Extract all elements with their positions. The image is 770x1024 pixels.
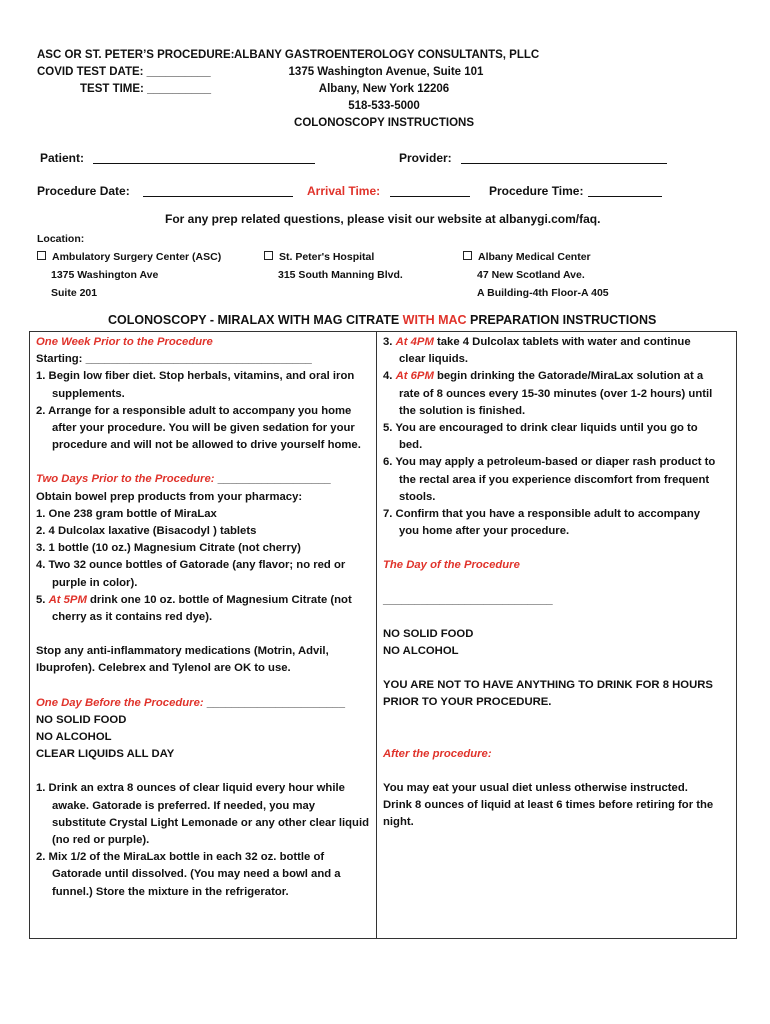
day-of-no-alcohol: NO ALCOHOL [383, 645, 459, 658]
one-day-blank: ______________________ [203, 696, 345, 709]
patient-label: Patient: [40, 151, 85, 165]
right-column [383, 334, 719, 831]
one-day-no-solid-food: NO SOLID FOOD [36, 713, 127, 726]
procedure-location-label: ASC OR ST. PETER’S PROCEDURE: [37, 49, 235, 61]
procedure-date-label: Procedure Date: [37, 184, 130, 198]
day-before-item-3 [383, 334, 719, 368]
day-before-item-4 [383, 368, 719, 420]
patient-field[interactable] [40, 151, 315, 165]
location-label: Location: [37, 233, 85, 245]
org-name: ALBANY GASTROENTEROLOGY CONSULTANTS, PLLC [234, 49, 540, 61]
after-procedure-text: You may eat your usual diet unless otherwise instructed. Drink 8 ounces of liquid at least 6 times before retiring for the night. [383, 781, 714, 829]
two-days-item-3: 3. 1 bottle (10 oz.) Magnesium Citrate (not cherry) [36, 542, 301, 555]
amc-building: A Building-4th Floor-A 405 [477, 287, 609, 299]
procedure-date-line[interactable] [143, 196, 293, 197]
two-days-item-4: 4. Two 32 ounce bottles of Gatorade (any flavor; no red or purple in color). [36, 559, 346, 589]
day-of-heading: The Day of the Procedure [383, 559, 520, 572]
amc-street: 47 New Scotland Ave. [477, 269, 585, 281]
left-column [36, 334, 372, 901]
provider-field[interactable] [399, 151, 667, 165]
location-stpeters[interactable] [264, 248, 403, 284]
day-of-no-solid-food: NO SOLID FOOD [383, 627, 474, 640]
section-title-part3: PREPARATION INSTRUCTIONS [466, 313, 657, 327]
one-day-clear-liquids: CLEAR LIQUIDS ALL DAY [36, 748, 175, 761]
questions-note: For any prep related questions, please visit our website at albanygi.com/faq. [165, 212, 601, 226]
org-address-line1: 1375 Washington Avenue, Suite 101 [288, 66, 484, 78]
section-title [108, 313, 656, 327]
item-4-num: 4. [383, 370, 396, 383]
two-days-item-5 [36, 592, 372, 626]
covid-test-date-field: COVID TEST DATE: __________ [37, 66, 211, 78]
day-before-item-6: 6. You may apply a petroleum-based or diaper rash product to the rectal area if you experience discomfort from frequent stools. [383, 456, 716, 503]
two-days-item-5-text: drink one 10 oz. bottle of Magnesium Citrate (not cherry as it contains red dye). [52, 593, 352, 624]
table-divider [376, 331, 377, 939]
patient-line[interactable] [93, 163, 315, 164]
procedure-time-field[interactable] [489, 184, 662, 198]
document-title: COLONOSCOPY INSTRUCTIONS [294, 117, 474, 129]
stop-medications-note: Stop any anti-inflammatory medications (Motrin, Advil, Ibuprofen). Celebrex and Tylenol are OK to use. [36, 645, 329, 675]
item-3-text: take 4 Dulcolax tablets with water and continue clear liquids. [399, 336, 691, 366]
starting-field: Starting: ____________________________________ [36, 353, 312, 366]
day-before-item-5: 5. You are encouraged to drink clear liquids until you go to bed. [383, 422, 698, 452]
two-days-heading [36, 471, 372, 488]
one-day-heading-text: One Day Before the Procedure: [36, 696, 204, 709]
location-asc[interactable] [37, 248, 221, 302]
arrival-time-line[interactable] [390, 196, 470, 197]
procedure-date-field[interactable] [37, 184, 293, 198]
org-phone: 518-533-5000 [348, 100, 420, 112]
procedure-time-label: Procedure Time: [489, 184, 584, 198]
two-days-item-1: 1. One 238 gram bottle of MiraLax [36, 507, 217, 520]
two-days-item-2: 2. 4 Dulcolax laxative (Bisacodyl ) tablets [36, 525, 257, 538]
two-days-blank: __________________ [214, 473, 331, 486]
org-address-line2: Albany, New York 12206 [318, 83, 450, 95]
stpeters-street: 315 South Manning Blvd. [278, 269, 403, 281]
day-of-blank: ___________________________ [383, 593, 553, 606]
week-item-2: 2. Arrange for a responsible adult to accompany you home after your procedure. You will be given sedation for your procedure and will not be allowed to drive yourself home. [36, 404, 361, 452]
one-day-item-2: 2. Mix 1/2 of the MiraLax bottle in each 32 oz. bottle of Gatorade until dissolved. (You may need a bowl and a funnel.) Store the mixture in the refrigerator. [36, 851, 341, 898]
two-days-item-5-time: At 5PM [48, 593, 87, 606]
stpeters-checkbox[interactable] [264, 251, 273, 260]
procedure-time-line[interactable] [588, 196, 662, 197]
provider-label: Provider: [399, 151, 452, 165]
two-days-intro: Obtain bowel prep products from your pharmacy: [36, 490, 303, 503]
day-of-no-drink: YOU ARE NOT TO HAVE ANYTHING TO DRINK FOR 8 HOURS PRIOR TO YOUR PROCEDURE. [383, 679, 713, 709]
asc-checkbox[interactable] [37, 251, 46, 260]
two-days-heading-text: Two Days Prior to the Procedure: [36, 473, 215, 486]
asc-suite: Suite 201 [51, 287, 98, 299]
item-4-text: begin drinking the Gatorade/MiraLax solution at a rate of 8 ounces every 15-30 minutes (over 1-2 hours) until the solution is finished. [399, 370, 713, 417]
one-day-heading [36, 695, 372, 712]
stpeters-name: St. Peter's Hospital [279, 251, 375, 263]
arrival-time-label: Arrival Time: [307, 184, 381, 198]
item-3-num: 3. [383, 336, 396, 348]
week-item-1: 1. Begin low fiber diet. Stop herbals, vitamins, and oral iron supplements. [36, 370, 355, 400]
test-time-field: TEST TIME: __________ [80, 83, 212, 95]
asc-street: 1375 Washington Ave [51, 269, 159, 281]
asc-name: Ambulatory Surgery Center (ASC) [52, 251, 222, 263]
day-before-item-7: 7. Confirm that you have a responsible adult to accompany you home after your procedure. [383, 508, 701, 538]
location-amc[interactable] [463, 248, 609, 302]
two-days-item-5-num: 5. [36, 593, 49, 606]
header-left [37, 47, 234, 98]
section-title-part1: COLONOSCOPY - MIRALAX WITH MAG CITRATE [108, 313, 403, 327]
one-day-item-1: 1. Drink an extra 8 ounces of clear liquid every hour while awake. Gatorade is preferred. If needed, you may substitute Crystal Light Lemonade or any other clear liquid (no red or purple). [36, 782, 369, 847]
amc-name: Albany Medical Center [478, 251, 591, 263]
item-4-time: At 6PM [395, 370, 434, 383]
one-day-no-alcohol: NO ALCOHOL [36, 731, 112, 744]
item-3-time: At 4PM [395, 336, 434, 348]
provider-line[interactable] [461, 163, 667, 164]
header-org [234, 47, 540, 132]
arrival-time-field[interactable] [307, 184, 470, 198]
amc-checkbox[interactable] [463, 251, 472, 260]
after-procedure-heading: After the procedure: [383, 747, 492, 760]
section-title-mac: WITH MAC [402, 313, 467, 327]
one-week-heading: One Week Prior to the Procedure [36, 336, 213, 348]
